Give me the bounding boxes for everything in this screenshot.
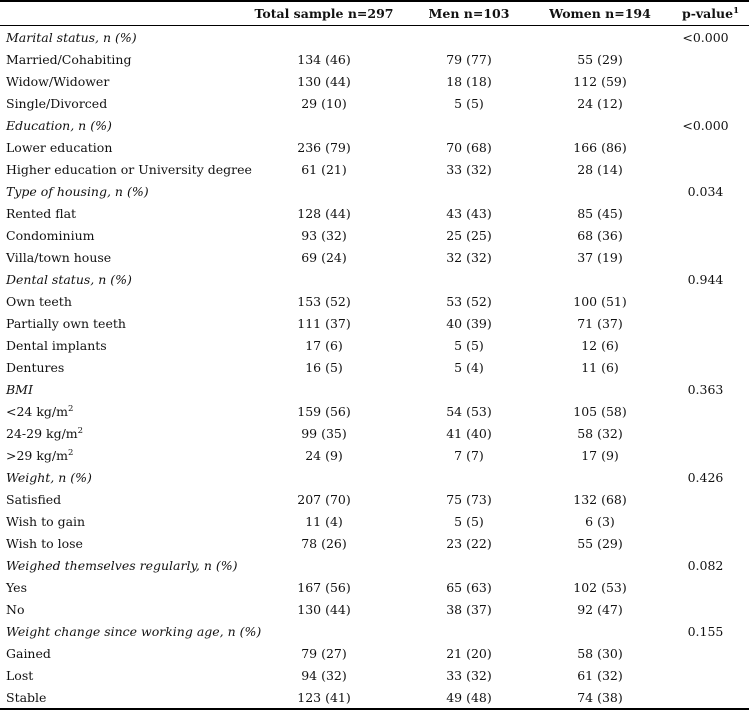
row-label-text: Wish to lose <box>6 535 83 551</box>
total-value: 93 (32) <box>301 227 347 243</box>
total-value: 167 (56) <box>297 579 351 595</box>
men-value: 38 (37) <box>446 601 492 617</box>
table-row <box>0 202 749 224</box>
total-value: 128 (44) <box>297 205 351 221</box>
empty-cell <box>662 224 749 246</box>
table-row <box>0 532 749 554</box>
men-value: 5 (5) <box>454 337 484 353</box>
men-value: 5 (4) <box>454 359 484 375</box>
women-value: 58 (30) <box>577 645 623 661</box>
men-value: 33 (32) <box>446 667 492 683</box>
header-women: Women n=194 <box>538 1 662 26</box>
empty-cell <box>538 466 662 488</box>
row-label-text: Gained <box>6 645 51 661</box>
section-p-value: <0.000 <box>682 29 729 45</box>
total-value: 94 (32) <box>301 667 347 683</box>
row-label-text: Rented flat <box>6 205 77 221</box>
row-label <box>0 510 248 532</box>
total-value: 153 (52) <box>297 293 351 309</box>
men-value: 53 (52) <box>446 293 492 309</box>
total-value: 61 (21) <box>301 161 347 177</box>
empty-cell <box>248 466 400 488</box>
women-value: 71 (37) <box>577 315 623 331</box>
men-value: 75 (73) <box>446 491 492 507</box>
table-row <box>0 510 749 532</box>
section-p-value: <0.000 <box>682 117 729 133</box>
empty-cell <box>248 26 400 49</box>
women-value: 92 (47) <box>577 601 623 617</box>
women-value: 166 (86) <box>573 139 627 155</box>
row-label <box>0 334 248 356</box>
section-title: Marital status, n (%) <box>6 29 137 45</box>
row-label-text: Married/Cohabiting <box>6 51 132 67</box>
row-label-text: No <box>6 601 25 617</box>
row-label <box>0 312 248 334</box>
row-label-text: Satisfied <box>6 491 62 507</box>
row-label <box>0 664 248 686</box>
row-label-text: <24 kg/m <box>6 403 68 419</box>
empty-cell <box>400 378 538 400</box>
women-value: 58 (32) <box>577 425 623 441</box>
table-row <box>0 312 749 334</box>
row-label <box>0 92 248 114</box>
header-total: Total sample n=297 <box>248 1 400 26</box>
section-p-value: 0.034 <box>687 183 724 199</box>
row-label <box>0 686 248 709</box>
table-row <box>0 136 749 158</box>
section-p-value: 0.082 <box>687 557 724 573</box>
row-label-text: 24-29 kg/m <box>6 425 78 441</box>
empty-cell <box>400 114 538 136</box>
empty-cell <box>662 686 749 709</box>
table-row <box>0 92 749 114</box>
men-value: 33 (32) <box>446 161 492 177</box>
women-value: 112 (59) <box>573 73 627 89</box>
row-label-text: Lost <box>6 667 34 683</box>
women-value: 132 (68) <box>573 491 627 507</box>
men-value: 25 (25) <box>446 227 492 243</box>
empty-cell <box>538 180 662 202</box>
row-label <box>0 246 248 268</box>
table-row <box>0 686 749 709</box>
section-p-value: 0.944 <box>687 271 724 287</box>
row-label-text: Higher education or University degree <box>6 161 252 177</box>
men-value: 41 (40) <box>446 425 492 441</box>
men-value: 43 (43) <box>446 205 492 221</box>
women-value: 17 (9) <box>581 447 619 463</box>
total-value: 111 (37) <box>297 315 351 331</box>
empty-cell <box>662 290 749 312</box>
empty-cell <box>248 378 400 400</box>
empty-cell <box>400 554 538 576</box>
table-row <box>0 70 749 92</box>
section-title: Weight change since working age, n (%) <box>6 623 262 639</box>
empty-cell <box>662 598 749 620</box>
women-value: 55 (29) <box>577 51 623 67</box>
header-pvalue-label: p-value <box>681 6 734 21</box>
row-label <box>0 290 248 312</box>
row-label-text: Stable <box>6 689 47 705</box>
row-label <box>0 576 248 598</box>
table-row <box>0 224 749 246</box>
header-men: Men n=103 <box>400 1 538 26</box>
section-header-row <box>0 620 749 642</box>
row-label-text: Own teeth <box>6 293 72 309</box>
row-label <box>0 598 248 620</box>
women-value: 68 (36) <box>577 227 623 243</box>
table-row <box>0 48 749 70</box>
row-label <box>0 422 248 444</box>
total-value: 69 (24) <box>301 249 347 265</box>
total-value: 24 (9) <box>305 447 343 463</box>
table-row <box>0 422 749 444</box>
section-title: Dental status, n (%) <box>6 271 132 287</box>
row-label-text: Wish to gain <box>6 513 86 529</box>
total-value: 130 (44) <box>297 73 351 89</box>
section-title: Type of housing, n (%) <box>6 183 149 199</box>
women-value: 37 (19) <box>577 249 623 265</box>
empty-cell <box>662 356 749 378</box>
women-value: 24 (12) <box>577 95 623 111</box>
women-value: 102 (53) <box>573 579 627 595</box>
row-label <box>0 488 248 510</box>
empty-cell <box>538 378 662 400</box>
row-label-text: Partially own teeth <box>6 315 126 331</box>
empty-cell <box>538 26 662 49</box>
table-row <box>0 664 749 686</box>
empty-cell <box>400 268 538 290</box>
empty-cell <box>662 136 749 158</box>
row-label-text: Single/Divorced <box>6 95 108 111</box>
table-row <box>0 356 749 378</box>
table-row <box>0 642 749 664</box>
empty-cell <box>662 664 749 686</box>
women-value: 6 (3) <box>585 513 615 529</box>
total-value: 134 (46) <box>297 51 351 67</box>
men-value: 65 (63) <box>446 579 492 595</box>
row-label-superscript: 2 <box>68 403 74 414</box>
section-header-row <box>0 114 749 136</box>
table-row <box>0 158 749 180</box>
men-value: 5 (5) <box>454 95 484 111</box>
table-row <box>0 400 749 422</box>
women-value: 11 (6) <box>581 359 619 375</box>
row-label-text: Condominium <box>6 227 95 243</box>
total-value: 17 (6) <box>305 337 343 353</box>
row-label-text: Widow/Widower <box>6 73 110 89</box>
empty-cell <box>248 114 400 136</box>
women-value: 85 (45) <box>577 205 623 221</box>
empty-cell <box>662 202 749 224</box>
row-label-text: Lower education <box>6 139 113 155</box>
total-value: 159 (56) <box>297 403 351 419</box>
empty-cell <box>248 268 400 290</box>
section-header-row <box>0 268 749 290</box>
total-value: 11 (4) <box>305 513 343 529</box>
row-label <box>0 136 248 158</box>
row-label <box>0 444 248 466</box>
men-value: 21 (20) <box>446 645 492 661</box>
row-label <box>0 48 248 70</box>
women-value: 55 (29) <box>577 535 623 551</box>
row-label <box>0 532 248 554</box>
empty-cell <box>662 642 749 664</box>
row-label-text: Dentures <box>6 359 65 375</box>
section-header-row <box>0 180 749 202</box>
empty-cell <box>662 576 749 598</box>
row-label <box>0 202 248 224</box>
total-value: 123 (41) <box>297 689 351 705</box>
men-value: 49 (48) <box>446 689 492 705</box>
empty-cell <box>662 532 749 554</box>
empty-cell <box>400 180 538 202</box>
empty-cell <box>248 180 400 202</box>
empty-cell <box>662 400 749 422</box>
men-value: 79 (77) <box>446 51 492 67</box>
row-label <box>0 400 248 422</box>
section-title: Education, n (%) <box>6 117 112 133</box>
empty-cell <box>662 312 749 334</box>
empty-cell <box>662 158 749 180</box>
row-label-text: Villa/town house <box>6 249 112 265</box>
women-value: 100 (51) <box>573 293 627 309</box>
empty-cell <box>662 92 749 114</box>
section-title: Weight, n (%) <box>6 469 92 485</box>
women-value: 12 (6) <box>581 337 619 353</box>
empty-cell <box>400 620 538 642</box>
table-row <box>0 598 749 620</box>
section-header-row <box>0 26 749 49</box>
empty-cell <box>662 444 749 466</box>
section-p-value: 0.155 <box>687 623 724 639</box>
header-pvalue <box>662 1 749 26</box>
empty-cell <box>538 620 662 642</box>
section-header-row <box>0 378 749 400</box>
men-value: 18 (18) <box>446 73 492 89</box>
empty-cell <box>538 554 662 576</box>
total-value: 16 (5) <box>305 359 343 375</box>
section-header-row <box>0 466 749 488</box>
section-p-value: 0.363 <box>687 381 724 397</box>
section-title: BMI <box>6 381 33 397</box>
total-value: 236 (79) <box>297 139 351 155</box>
men-value: 7 (7) <box>454 447 484 463</box>
men-value: 32 (32) <box>446 249 492 265</box>
total-value: 130 (44) <box>297 601 351 617</box>
empty-cell <box>662 70 749 92</box>
empty-cell <box>662 246 749 268</box>
table-row <box>0 290 749 312</box>
row-label-text: Yes <box>6 579 27 595</box>
women-value: 28 (14) <box>577 161 623 177</box>
row-label <box>0 158 252 180</box>
row-label <box>0 356 248 378</box>
section-title: Weighed themselves regularly, n (%) <box>6 557 238 573</box>
men-value: 70 (68) <box>446 139 492 155</box>
men-value: 54 (53) <box>446 403 492 419</box>
total-value: 207 (70) <box>297 491 351 507</box>
section-header-row <box>0 554 749 576</box>
row-label <box>0 224 248 246</box>
table-row <box>0 488 749 510</box>
table-row <box>0 576 749 598</box>
women-value: 61 (32) <box>577 667 623 683</box>
empty-cell <box>538 268 662 290</box>
women-value: 105 (58) <box>573 403 627 419</box>
table-body <box>0 26 749 710</box>
empty-cell <box>400 466 538 488</box>
table-row <box>0 246 749 268</box>
empty-cell <box>662 510 749 532</box>
men-value: 5 (5) <box>454 513 484 529</box>
empty-cell <box>248 620 400 642</box>
total-value: 99 (35) <box>301 425 347 441</box>
header-row <box>0 1 749 26</box>
table-row <box>0 444 749 466</box>
row-label-text: Dental implants <box>6 337 107 353</box>
row-label-superscript: 2 <box>68 447 74 458</box>
men-value: 40 (39) <box>446 315 492 331</box>
row-label <box>0 642 248 664</box>
row-label-superscript: 2 <box>77 425 84 436</box>
header-variable <box>0 1 248 26</box>
empty-cell <box>662 488 749 510</box>
row-label-text: >29 kg/m <box>6 447 68 463</box>
empty-cell <box>248 554 400 576</box>
total-value: 78 (26) <box>301 535 347 551</box>
empty-cell <box>538 114 662 136</box>
total-value: 29 (10) <box>301 95 347 111</box>
empty-cell <box>662 334 749 356</box>
empty-cell <box>662 422 749 444</box>
men-value: 23 (22) <box>446 535 492 551</box>
empty-cell <box>400 26 538 49</box>
section-p-value: 0.426 <box>687 469 724 485</box>
total-value: 79 (27) <box>301 645 347 661</box>
empty-cell <box>662 48 749 70</box>
table-row <box>0 334 749 356</box>
header-pvalue-footnote: 1 <box>733 5 739 16</box>
women-value: 74 (38) <box>577 689 623 705</box>
row-label <box>0 70 248 92</box>
